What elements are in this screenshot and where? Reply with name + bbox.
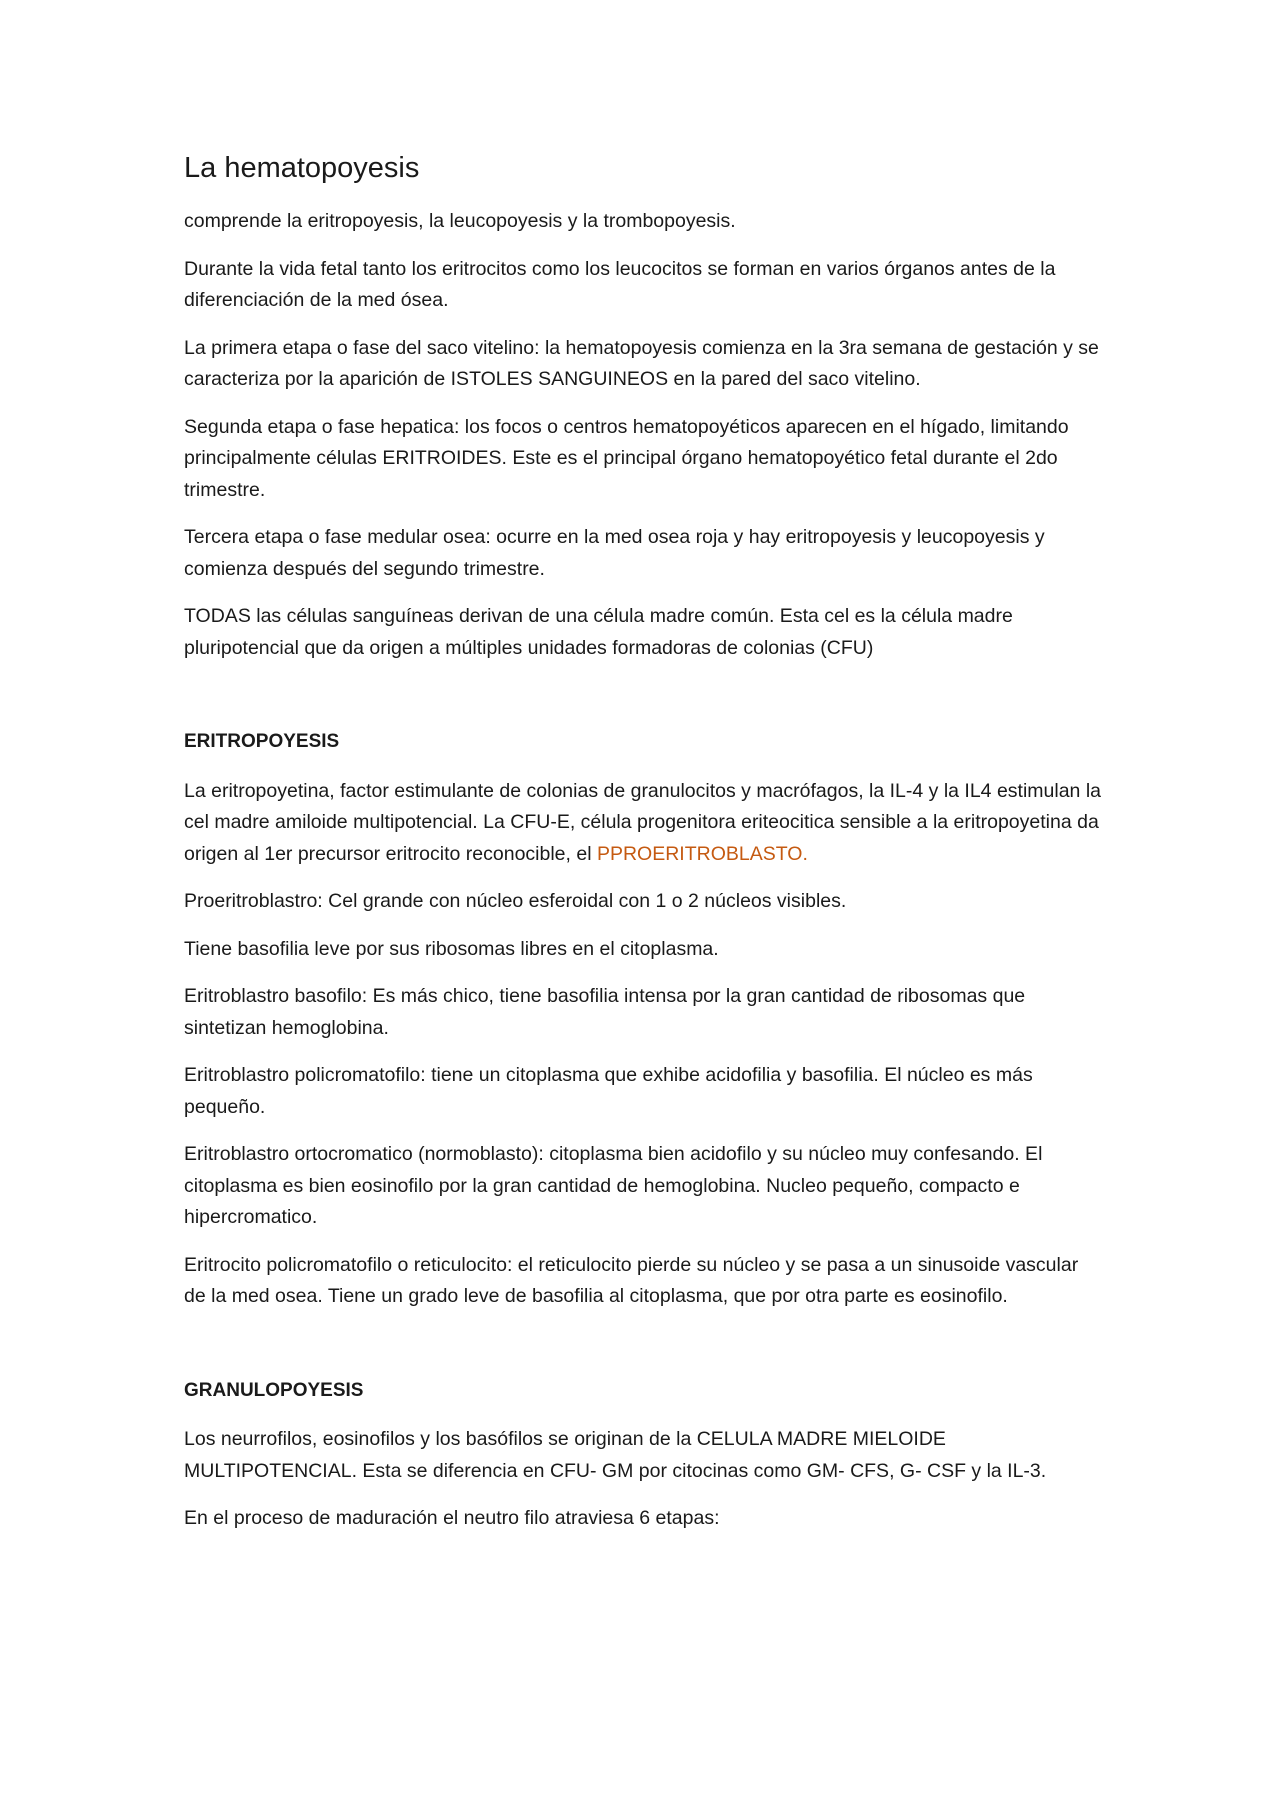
paragraph-intro-2: Durante la vida fetal tanto los eritrocitos como los leucocitos se forman en varios órganos antes de la diferenciación de la med ósea.: [184, 257, 1056, 312]
section-heading-granulopoyesis: GRANULOPOYESIS: [184, 1379, 364, 1401]
section-spacer: [184, 680, 1104, 726]
paragraph-granulopoyesis-2: En el proceso de maduración el neutro filo atraviesa 6 etapas:: [184, 1507, 720, 1530]
paragraph-intro-4: Segunda etapa o fase hepatica: los focos o centros hematopoyéticos aparecen en el hígado, limitando principalmente células ERITROIDES. Este es el principal órgano hematopoyético fetal durante el 2do trimestre.: [184, 415, 1069, 501]
paragraph-eritropoyesis-3: Eritroblastro basofilo: Es más chico, tiene basofilia intensa por la gran cantidad de ribosomas que sintetizan hemoglobina.: [184, 985, 1026, 1039]
highlight-proeritroblasto: PPROERITROBLASTO.: [596, 842, 808, 865]
section-spacer: [184, 1329, 1104, 1375]
paragraph-eritropoyesis-lead: [184, 776, 1104, 871]
paragraph-intro-1: comprende la eritropoyesis, la leucopoyesis y la trombopoyesis.: [184, 210, 736, 233]
paragraph-eritropoyesis-5: Eritroblastro ortocromatico (normoblasto): citoplasma bien acidofilo y su núcleo muy confesando. El citoplasma es bien eosinofilo por la gran cantidad de hemoglobina. Nucleo pequeño, compacto e hipercromatico.: [184, 1143, 1043, 1229]
document-title: La hematopoyesis: [184, 152, 420, 184]
lead-text: La eritropoyetina, factor estimulante de colonias de granulocitos y macrófagos, la IL-4 y la IL4 estimulan la cel madre amiloide multipotencial. La CFU-E, célula progenitora eriteocitica sensible a la eritropoyetina da origen al 1er precursor eritrocito reconocible, el: [184, 779, 1101, 865]
paragraph-eritropoyesis-1: Proeritroblastro: Cel grande con núcleo esferoidal con 1 o 2 núcleos visibles.: [184, 890, 847, 913]
paragraph-eritropoyesis-6: Eritrocito policromatofilo o reticulocito: el reticulocito pierde su núcleo y se pasa a un sinusoide vascular de la med osea. Tiene un grado leve de basofilia al citoplasma, que por otra parte es eosinofilo.: [184, 1253, 1079, 1308]
paragraph-intro-3: La primera etapa o fase del saco vitelino: la hematopoyesis comienza en la 3ra semana de gestación y se caracteriza por la aparición de ISTOLES SANGUINEOS en la pared del saco vitelino.: [184, 336, 1099, 391]
paragraph-eritropoyesis-2: Tiene basofilia leve por sus ribosomas libres en el citoplasma.: [184, 937, 719, 960]
document-page: [184, 150, 1104, 1551]
paragraph-eritropoyesis-4: Eritroblastro policromatofilo: tiene un citoplasma que exhibe acidofilia y basofilia. El núcleo es más pequeño.: [184, 1064, 1033, 1118]
paragraph-intro-6: TODAS las células sanguíneas derivan de una célula madre común. Esta cel es la célula madre pluripotencial que da origen a múltiples unidades formadoras de colonias (CFU): [184, 605, 1013, 659]
section-heading-eritropoyesis: ERITROPOYESIS: [184, 731, 340, 753]
paragraph-granulopoyesis-1: Los neurrofilos, eosinofilos y los basófilos se originan de la CELULA MADRE MIELOIDE MULTIPOTENCIAL. Esta se diferencia en CFU- GM por citocinas como GM- CFS, G- CSF y la IL-3.: [184, 1428, 1047, 1482]
paragraph-intro-5: Tercera etapa o fase medular osea: ocurre en la med osea roja y hay eritropoyesis y leucopoyesis y comienza después del segundo trimestre.: [184, 526, 1045, 580]
